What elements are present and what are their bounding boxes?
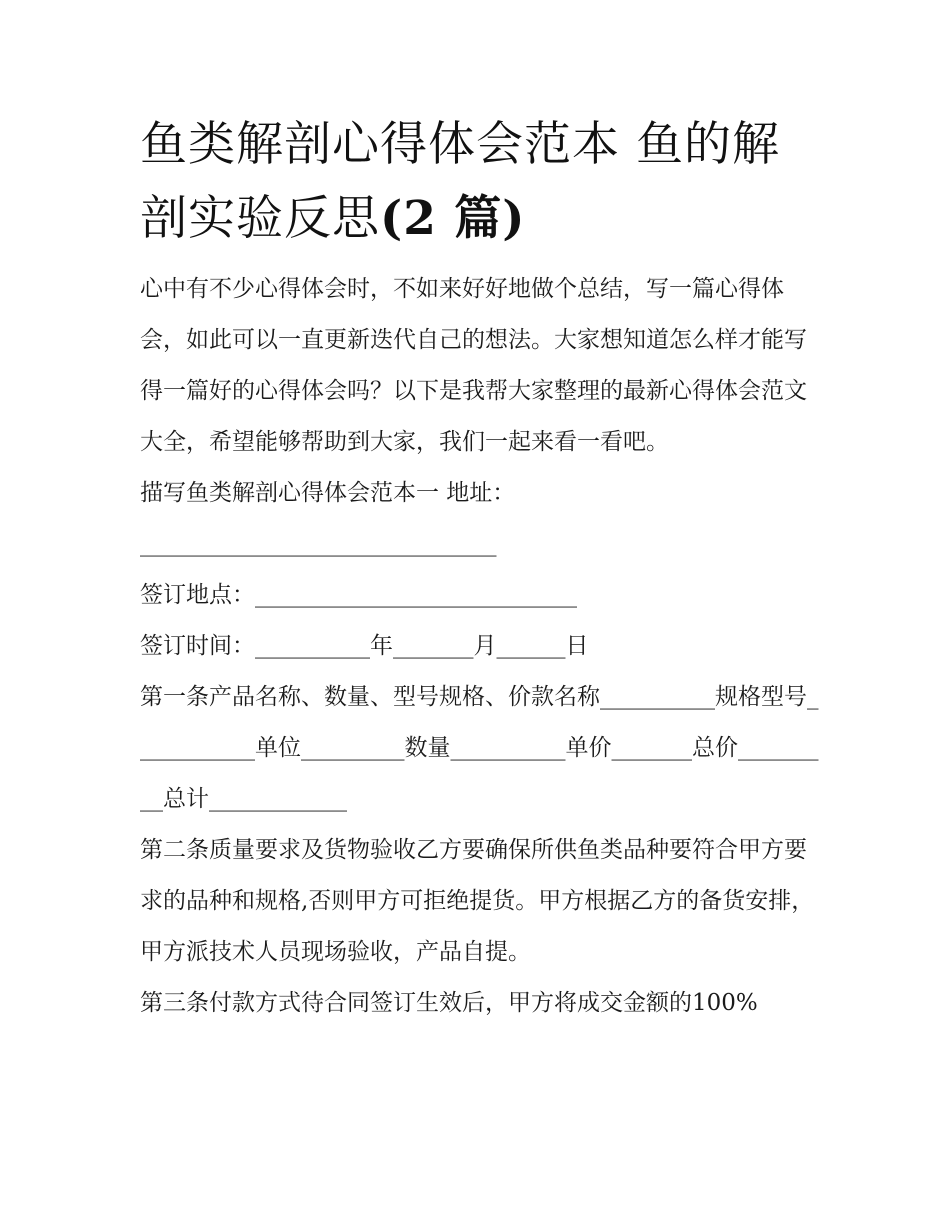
document-page — [140, 108, 820, 1029]
signing-place: 签订地点：____________________________ — [140, 582, 577, 608]
signing-time: 签订时间：__________年_______月______日 — [140, 633, 589, 659]
section-heading: 描写鱼类解剖心得体会范本一 地址： — [140, 480, 516, 506]
title-line-1: 鱼类解剖心得体会范本 鱼的解 — [140, 117, 780, 172]
address-blank: _______________________________ — [140, 531, 497, 557]
article-3: 第三条付款方式待合同签订生效后，甲方将成交金额的100% — [140, 990, 758, 1016]
article-1: 第一条产品名称、数量、型号规格、价款名称__________规格型号___________单位_________数量__________单价_______总价_________总计____________ — [140, 684, 819, 812]
title-line-2: 剖实验反思 — [140, 191, 380, 246]
intro-paragraph: 心中有不少心得体会时，不如来好好地做个总结，写一篇心得体会，如此可以一直更新迭代自己的想法。大家想知道怎么样才能写得一篇好的心得体会吗？以下是我帮大家整理的最新心得体会范文大全，希望能够帮助到大家，我们一起来看一看吧。 — [140, 276, 807, 455]
document-title — [140, 108, 820, 256]
title-count: (2 篇) — [380, 191, 526, 246]
article-2: 第二条质量要求及货物验收乙方要确保所供鱼类品种要符合甲方要求的品种和规格,否则甲方可拒绝提货。甲方根据乙方的备货安排，甲方派技术人员现场验收，产品自提。 — [140, 837, 815, 965]
